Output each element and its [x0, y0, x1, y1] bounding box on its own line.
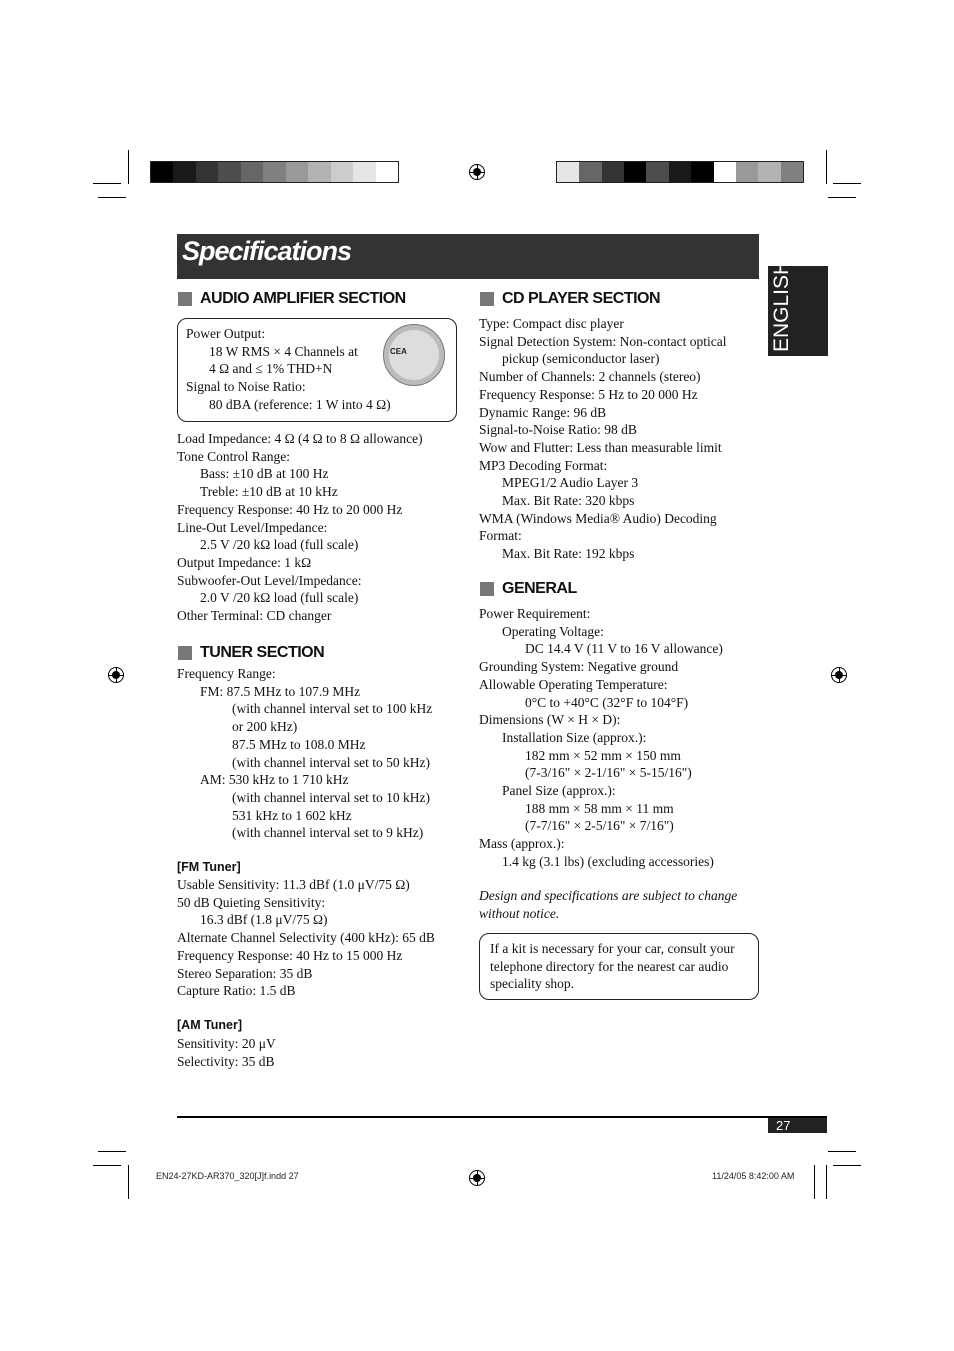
fm-tuner-heading: [FM Tuner] [177, 860, 241, 874]
cd-player-specs: Type: Compact disc player Signal Detection System: Non-contact optical pickup (semiconductor laser) Number of Channels: 2 channels (stereo) Frequency Response: 5 Hz to 20 000 Hz Dynamic Range: 96 dB Signal-to-Noise Ratio: 98 dB Wow and Flutter: Less than measurable limit MP3 Decoding Format: MPEG1/2 Audio Layer 3 Max. Bit Rate: 320 kbps WMA (Windows Media® Audio) Decoding Format: Max. Bit Rate: 192 kbps [479, 316, 727, 562]
color-swatch [669, 162, 691, 182]
registration-mark-icon [831, 667, 847, 683]
color-calibration-bar-right [556, 161, 804, 183]
color-swatch [602, 162, 624, 182]
color-swatch [624, 162, 646, 182]
seal-logo-text: CEA [390, 347, 407, 356]
section-heading-tuner: TUNER SECTION [178, 644, 324, 662]
crop-mark [98, 197, 126, 198]
section-square-icon [480, 582, 494, 596]
registration-mark-icon [469, 164, 485, 180]
color-swatch [196, 162, 218, 182]
fm-tuner-specs: Usable Sensitivity: 11.3 dBf (1.0 μV/75 Ω) 50 dB Quieting Sensitivity: 16.3 dBf (1.8 μV/75 Ω) Alternate Channel Selectivity (400 kHz): 65 dB Frequency Response: 40 Hz to 15 000 Hz Stereo Separation: 35 dB Capture Ratio: 1.5 dB [177, 877, 435, 999]
footer-rule [177, 1116, 827, 1118]
color-swatch [646, 162, 668, 182]
tuner-frequency-range: Frequency Range: FM: 87.5 MHz to 107.9 MHz (with channel interval set to 100 kHz or 200 kHz) 87.5 MHz to 108.0 MHz (with channel interval set to 50 kHz) AM: 530 kHz to 1 710 kHz (with channel interval set to 10 kHz) 531 kHz to 1 602 kHz (with channel interval set to 9 kHz) [177, 666, 433, 841]
disclaimer-note: Design and specifications are subject to change without notice. [479, 888, 738, 921]
section-heading-cd-player: CD PLAYER SECTION [480, 290, 660, 308]
color-swatch [736, 162, 758, 182]
color-swatch [241, 162, 263, 182]
audio-amp-specs: Load Impedance: 4 Ω (4 Ω to 8 Ω allowance) Tone Control Range: Bass: ±10 dB at 100 Hz Treble: ±10 dB at 10 kHz Frequency Response: 40 Hz to 20 000 Hz Line-Out Level/Impedance: 2.5 V /20 kΩ load (full scale) Output Impedance: 1 kΩ Subwoofer-Out Level/Impedance: 2.0 V /20 kΩ load (full scale) Other Terminal: CD changer [177, 431, 423, 624]
color-swatch [353, 162, 375, 182]
crop-mark [828, 197, 856, 198]
color-swatch [173, 162, 195, 182]
crop-mark [93, 183, 121, 184]
crop-mark [814, 1165, 815, 1199]
crop-mark [98, 1151, 126, 1152]
color-swatch [218, 162, 240, 182]
registration-mark-icon [469, 1170, 485, 1186]
color-swatch [691, 162, 713, 182]
color-swatch [331, 162, 353, 182]
crop-mark [826, 1165, 827, 1199]
section-square-icon [178, 646, 192, 660]
general-specs: Power Requirement: Operating Voltage: DC 14.4 V (11 V to 16 V allowance) Grounding System: Negative ground Allowable Operating Temperature: 0°C to +40°C (32°F to 104°F) Dimensions (W × H × D): Installation Size (approx.): 182 mm × 52 mm × 150 mm (7-3/16" × 2-1/16" × 5-15/16") Panel Size (approx.): 188 mm × 58 mm × 11 mm (7-7/16" × 2-5/16" × 7/16") Mass (approx.): 1.4 kg (3.1 lbs) (excluding accessories) [479, 606, 723, 869]
color-swatch [781, 162, 803, 182]
color-swatch [376, 162, 398, 182]
color-swatch [758, 162, 780, 182]
color-swatch [714, 162, 736, 182]
color-swatch [263, 162, 285, 182]
cea-2006-compliance-seal [383, 324, 445, 386]
footer-file-info: EN24-27KD-AR370_320[J]f.indd 27 [156, 1171, 299, 1181]
section-square-icon [480, 292, 494, 306]
color-swatch [286, 162, 308, 182]
color-swatch [151, 162, 173, 182]
am-tuner-specs: Sensitivity: 20 μV Selectivity: 35 dB [177, 1036, 276, 1069]
crop-mark [93, 1165, 121, 1166]
am-tuner-heading: [AM Tuner] [177, 1018, 243, 1032]
kit-info-text: If a kit is necessary for your car, consult your telephone directory for the nearest car audio speciality shop. [490, 941, 735, 992]
color-swatch [308, 162, 330, 182]
crop-mark [833, 183, 861, 184]
crop-mark [833, 1165, 861, 1166]
page-title: Specifications [182, 236, 352, 266]
crop-mark [128, 1165, 129, 1199]
section-heading-audio-amplifier: AUDIO AMPLIFIER SECTION [178, 290, 406, 308]
footer-timestamp: 11/24/05 8:42:00 AM [712, 1171, 795, 1181]
crop-mark [128, 150, 129, 184]
color-swatch [579, 162, 601, 182]
section-square-icon [178, 292, 192, 306]
crop-mark [826, 150, 827, 184]
color-swatch [557, 162, 579, 182]
language-label: ENGLISH [770, 259, 793, 352]
page-number: 27 [768, 1118, 827, 1133]
color-calibration-bar-left [150, 161, 399, 183]
crop-mark [828, 1151, 856, 1152]
power-output-block: Power Output: 18 W RMS × 4 Channels at 4 Ω and ≤ 1% THD+N Signal to Noise Ratio: 80 dBA (reference: 1 W into 4 Ω) [186, 326, 391, 412]
section-heading-general: GENERAL [480, 580, 577, 598]
registration-mark-icon [108, 667, 124, 683]
